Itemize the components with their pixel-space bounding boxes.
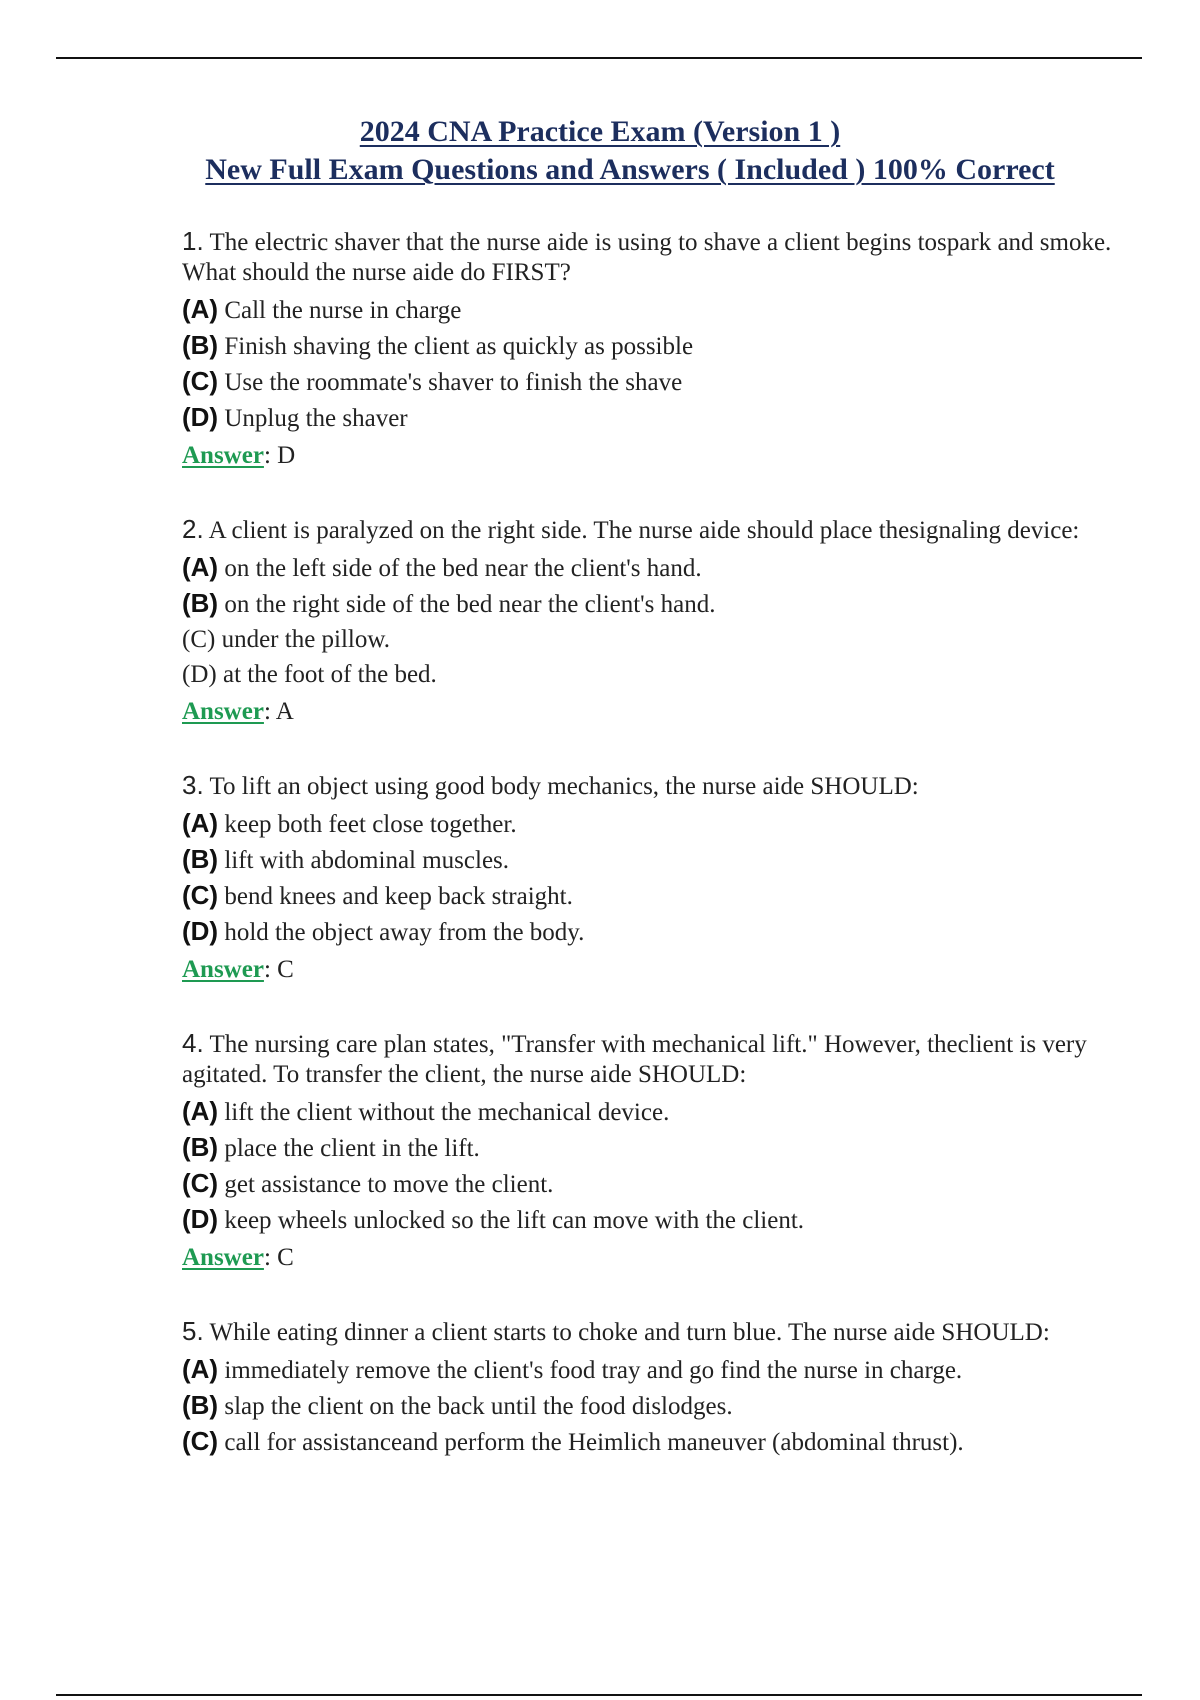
question-stem [182,1316,1122,1348]
question-text: The electric shaver that the nurse aide is using to shave a client begins tospark and smoke. What should the nurse aide do FIRST? [182,229,1112,286]
option-letter: (A) [182,294,219,324]
question-text: A client is paralyzed on the right side. The nurse aide should place thesignaling device: [208,517,1080,544]
title-line-1: 2024 CNA Practice Exam (Version 1 ) [359,115,841,148]
answer-value: : A [263,698,294,725]
question-4 [182,1028,1122,1276]
option-text: keep wheels unlocked so the lift can move with the client. [224,1207,805,1234]
option-d [182,657,1122,692]
bottom-rule [56,1694,1142,1696]
option-a [182,806,1122,842]
option-letter: (B) [182,330,219,360]
option-b [182,1388,1122,1424]
option-text: call for assistanceand perform the Heimlich maneuver (abdominal thrust). [224,1429,964,1456]
question-text: To lift an object using good body mechanics, the nurse aide SHOULD: [209,773,919,800]
option-b [182,586,1122,622]
answer-line [182,438,1122,474]
option-text: on the right side of the bed near the client's hand. [224,591,716,618]
answer-line [182,952,1122,988]
question-stem [182,1028,1122,1090]
question-number: 4. [182,1028,204,1058]
option-c [182,622,1122,657]
option-a [182,1352,1122,1388]
option-letter: (B) [182,588,219,618]
option-c [182,878,1122,914]
document-title [0,113,1200,189]
option-letter: (D) [182,916,219,946]
title-line-2: New Full Exam Questions and Answers ( Included ) 100% Correct [205,153,1055,186]
option-letter: (B) [182,1132,219,1162]
answer-label: Answer [182,956,264,983]
option-text: on the left side of the bed near the client's hand. [224,555,702,582]
option-letter: (C) [182,880,219,910]
question-number: 3. [182,770,204,800]
answer-value: : D [263,442,296,469]
option-letter: (A) [182,1354,219,1384]
option-text: slap the client on the back until the food dislodges. [224,1393,733,1420]
option-text: Unplug the shaver [224,405,408,432]
answer-line [182,694,1122,730]
option-text: get assistance to move the client. [224,1171,554,1198]
question-text: While eating dinner a client starts to choke and turn blue. The nurse aide SHOULD: [209,1319,1050,1346]
option-b [182,842,1122,878]
question-number: 1. [182,226,204,256]
option-a [182,1094,1122,1130]
question-number: 2. [182,514,204,544]
option-letter: (B) [182,844,219,874]
option-d [182,1202,1122,1238]
option-text: under the pillow. [221,626,391,653]
option-text: lift the client without the mechanical device. [224,1099,670,1126]
option-a [182,550,1122,586]
question-number: 5. [182,1316,204,1346]
answer-label: Answer [182,442,264,469]
option-text: immediately remove the client's food tray and go find the nurse in charge. [224,1357,963,1384]
option-text: keep both feet close together. [224,811,517,838]
question-3 [182,770,1122,988]
question-stem [182,514,1122,546]
option-letter: (C) [182,366,219,396]
option-letter: (C) [182,1426,219,1456]
answer-label: Answer [182,1244,264,1271]
question-text: The nursing care plan states, "Transfer with mechanical lift." However, theclient is very agitated. To transfer the client, the nurse aide SHOULD: [182,1031,1087,1088]
question-5 [182,1316,1122,1460]
option-b [182,1130,1122,1166]
option-letter: (D) [182,402,219,432]
option-d [182,400,1122,436]
option-b [182,328,1122,364]
option-letter: (D) [182,661,217,688]
option-text: Use the roommate's shaver to finish the shave [224,369,683,396]
option-a [182,292,1122,328]
option-letter: (C) [182,626,216,653]
option-text: at the foot of the bed. [222,661,437,688]
option-letter: (A) [182,1096,219,1126]
option-letter: (C) [182,1168,219,1198]
option-c [182,1424,1122,1460]
top-rule [56,57,1142,59]
answer-line [182,1240,1122,1276]
option-text: bend knees and keep back straight. [224,883,573,910]
question-2 [182,514,1122,730]
option-text: lift with abdominal muscles. [224,847,510,874]
question-stem [182,226,1122,288]
question-list [182,226,1122,1500]
option-c [182,1166,1122,1202]
question-1 [182,226,1122,474]
option-text: Finish shaving the client as quickly as possible [224,333,694,360]
option-letter: (A) [182,808,219,838]
answer-label: Answer [182,698,264,725]
option-text: Call the nurse in charge [224,297,462,324]
option-d [182,914,1122,950]
option-letter: (A) [182,552,219,582]
option-text: hold the object away from the body. [224,919,585,946]
option-letter: (B) [182,1390,219,1420]
answer-value: : C [263,956,294,983]
option-letter: (D) [182,1204,219,1234]
option-text: place the client in the lift. [224,1135,480,1162]
question-stem [182,770,1122,802]
option-c [182,364,1122,400]
answer-value: : C [263,1244,294,1271]
